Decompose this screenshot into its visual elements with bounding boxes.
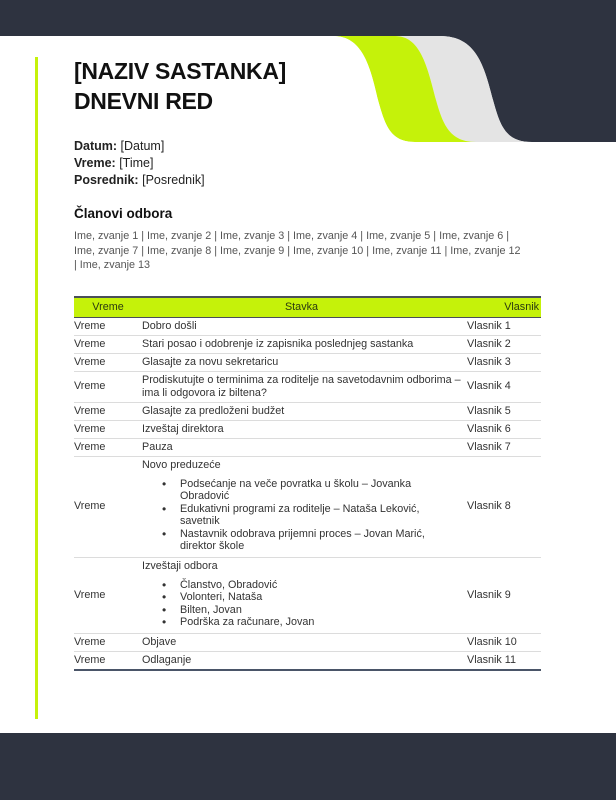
row-owner[interactable]: Vlasnik 6: [461, 420, 541, 438]
accent-bar: [35, 57, 38, 719]
row-time[interactable]: Vreme: [74, 317, 142, 335]
page-title: [74, 56, 286, 116]
subitem-list: [162, 478, 461, 553]
date-value[interactable]: [Datum]: [120, 139, 165, 153]
row-owner[interactable]: Vlasnik 5: [461, 402, 541, 420]
table-row: [74, 438, 541, 456]
row-item: Izveštaji odbora: [142, 559, 218, 572]
row-owner[interactable]: Vlasnik 2: [461, 335, 541, 353]
row-owner[interactable]: Vlasnik 9: [461, 557, 541, 633]
row-item: Novo preduzeće: [142, 458, 221, 471]
row-item[interactable]: Stari posao i odobrenje iz zapisnika poslednjeg sastanka: [142, 335, 461, 353]
row-owner[interactable]: Vlasnik 1: [461, 317, 541, 335]
time-row: [74, 155, 205, 172]
time-value[interactable]: [Time]: [119, 156, 154, 170]
row-owner[interactable]: Vlasnik 4: [461, 371, 541, 402]
subitem: • Edukativni programi za roditelje – Nataša Leković, savetnik: [162, 503, 461, 528]
row-item[interactable]: Izveštaj direktora: [142, 420, 461, 438]
facilitator-row: [74, 172, 205, 189]
row-item[interactable]: Pauza: [142, 438, 461, 456]
row-time[interactable]: Vreme: [74, 371, 142, 402]
row-item[interactable]: Dobro došli: [142, 317, 461, 335]
row-time[interactable]: Vreme: [74, 633, 142, 651]
row-item[interactable]: Odlaganje: [142, 651, 461, 670]
title-line-meeting-name: [NAZIV SASTANKA]: [74, 58, 286, 84]
row-time[interactable]: Vreme: [74, 402, 142, 420]
date-row: [74, 138, 205, 155]
row-owner[interactable]: Vlasnik 10: [461, 633, 541, 651]
facilitator-label: Posrednik:: [74, 173, 139, 187]
decorative-wave: [300, 30, 616, 145]
subitem-list: [162, 579, 461, 629]
row-item-with-subitems[interactable]: [142, 456, 461, 557]
row-time[interactable]: Vreme: [74, 456, 142, 557]
row-owner[interactable]: Vlasnik 7: [461, 438, 541, 456]
table-row: [74, 420, 541, 438]
meeting-details: [74, 138, 205, 189]
row-owner[interactable]: Vlasnik 3: [461, 353, 541, 371]
table-row: [74, 651, 541, 670]
row-time[interactable]: Vreme: [74, 557, 142, 633]
row-item[interactable]: Objave: [142, 633, 461, 651]
facilitator-value[interactable]: [Posrednik]: [142, 173, 205, 187]
table-row: [74, 353, 541, 371]
members-list[interactable]: Ime, zvanje 1 | Ime, zvanje 2 | Ime, zvanje 3 | Ime, zvanje 4 | Ime, zvanje 5 | Ime, zvanje 6 | Ime, zvanje 7 | Ime, zvanje 8 | Ime, zvanje 9 | Ime, zvanje 10 | Ime, zvanje 11 | Ime, zvanje 12 | Ime, zvanje 13: [74, 230, 521, 272]
table-row: [74, 557, 541, 633]
table-row: [74, 633, 541, 651]
subitem: • Podrška za računare, Jovan: [162, 616, 461, 629]
subitem: • Članstvo, Obradović: [162, 579, 461, 592]
table-row: [74, 335, 541, 353]
header-time: Vreme: [74, 297, 142, 317]
footer-band: [0, 733, 616, 800]
row-owner[interactable]: Vlasnik 8: [461, 456, 541, 557]
subitem: • Volonteri, Nataša: [162, 591, 461, 604]
row-item[interactable]: Prodiskutujte o terminima za roditelje na savetodavnim odborima – ima li odgovora iz biltena?: [142, 371, 461, 402]
row-time[interactable]: Vreme: [74, 651, 142, 670]
subitem: • Bilten, Jovan: [162, 604, 461, 617]
subitem: • Podsećanje na veče povratka u školu – Jovanka Obradović: [162, 478, 461, 503]
row-item-with-subitems[interactable]: [142, 557, 461, 633]
row-owner[interactable]: Vlasnik 11: [461, 651, 541, 670]
header-owner: Vlasnik: [461, 297, 541, 317]
row-time[interactable]: Vreme: [74, 420, 142, 438]
members-heading: Članovi odbora: [74, 206, 173, 221]
agenda-header-row: [74, 297, 541, 317]
row-time[interactable]: Vreme: [74, 335, 142, 353]
date-label: Datum:: [74, 139, 118, 153]
title-line-agenda: DNEVNI RED: [74, 88, 213, 114]
row-item[interactable]: Glasajte za novu sekretaricu: [142, 353, 461, 371]
subitem: • Nastavnik odobrava prijemni proces – Jovan Marić, direktor škole: [162, 528, 461, 553]
row-time[interactable]: Vreme: [74, 438, 142, 456]
table-row: [74, 456, 541, 557]
time-label: Vreme:: [74, 156, 116, 170]
header-item: Stavka: [142, 297, 461, 317]
table-row: [74, 402, 541, 420]
agenda-table: [74, 296, 541, 671]
row-item[interactable]: Glasajte za predloženi budžet: [142, 402, 461, 420]
row-time[interactable]: Vreme: [74, 353, 142, 371]
table-row: [74, 317, 541, 335]
table-row: [74, 371, 541, 402]
